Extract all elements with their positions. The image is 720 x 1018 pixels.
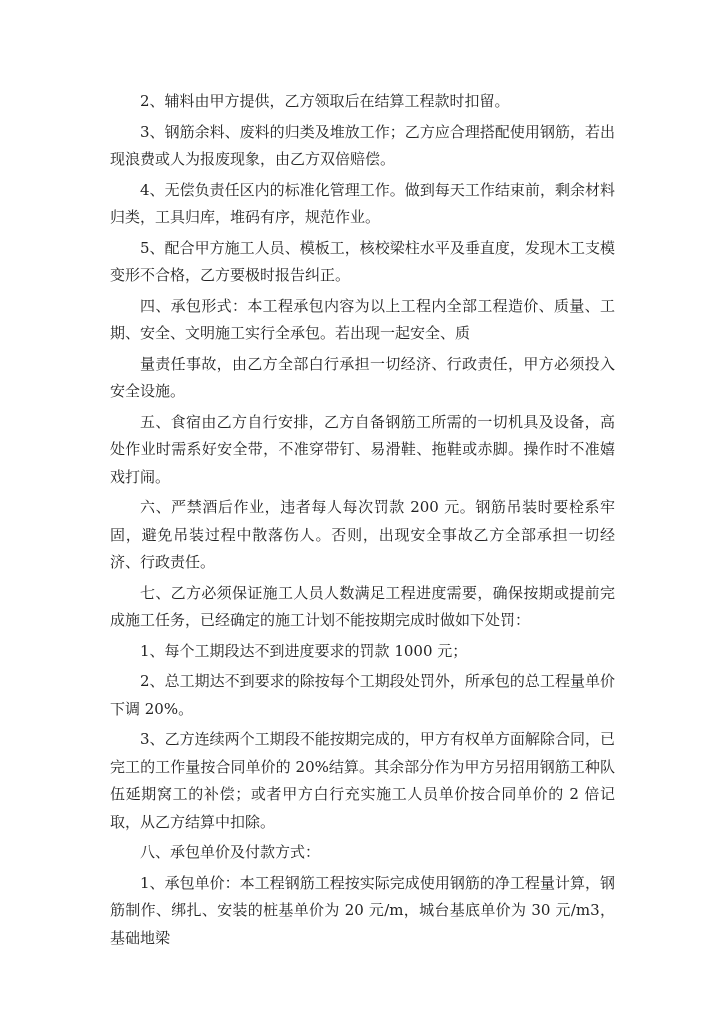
paragraph: 2、辅料由甲方提供，乙方领取后在结算工程款时扣留。 <box>140 92 510 110</box>
paragraph: 四、承包形式：本工程承包内容为以上工程内全部工程造价、质量、工期、安全、文明施工实行全承包。若出现一起安全、质 <box>110 296 615 342</box>
paragraph: 量责任事故，由乙方全部白行承担一切经济、行政责任，甲方必须投入安全设施。 <box>110 354 615 400</box>
paragraph: 1、承包单价：本工程钢筋工程按实际完成使用钢筋的净工程量计算，钢筋制作、绑扎、安装的桩基单价为 20 元/m，城台基底单价为 30 元/m3，基础地梁 <box>110 873 615 947</box>
paragraph: 八、承包单价及付款方式： <box>140 843 321 861</box>
paragraph: 3、乙方连续两个工期段不能按期完成的，甲方有权单方面解除合同，已完工的工作量按合同单价的 20%结算。其余部分作为甲方另招用钢筋工种队伍延期窝工的补偿；或者甲方白行充实施工人员单价按合同单价的 2 倍记取，从乙方结算中扣除。 <box>110 730 615 831</box>
paragraph: 六、严禁酒后作业，违者每人每次罚款 200 元。钢筋吊装时要栓系牢固，避免吊装过程中散落伤人。否则，出现安全事故乙方全部承担一切经济、行政责任。 <box>110 498 615 571</box>
paragraph: 1、每个工期段达不到进度要求的罚款 1000 元； <box>140 641 468 660</box>
paragraph: 5、配合甲方施工人员、模板工，核校梁柱水平及垂直度，发现木工支模变形不合格，乙方要极时报告纠正。 <box>110 238 615 284</box>
document-body <box>110 88 615 955</box>
paragraph: 4、无偿负责任区内的标准化管理工作。做到每天工作结束前，剩余材料归类，工具归库，堆码有序，规范作业。 <box>110 180 615 226</box>
paragraph: 2、总工期达不到要求的除按每个工期段处罚外，所承包的总工程量单价下调 20%。 <box>110 672 615 718</box>
paragraph: 七、乙方必须保证施工人员人数满足工程进度需要，确保按期或提前完成施工任务，已经确定的施工计划不能按期完成时做如下处罚： <box>110 583 615 629</box>
paragraph: 五、食宿由乙方自行安排，乙方自备钢筋工所需的一切机具及设备，高处作业时需系好安全带，不准穿带钉、易滑鞋、拖鞋或赤脚。操作时不准嬉戏打闹。 <box>110 412 615 486</box>
paragraph: 3、钢筋余料、废料的归类及堆放工作；乙方应合理搭配使用钢筋，若出现浪费或人为报废现象，由乙方双倍赔偿。 <box>110 122 615 168</box>
